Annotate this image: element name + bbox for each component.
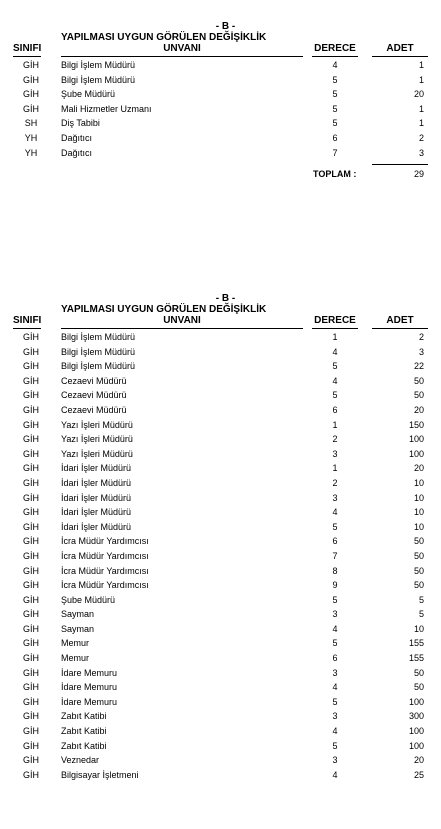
- table-row: [0, 87, 441, 102]
- column-header-adet: ADET: [372, 315, 428, 329]
- column-header-derece: DERECE: [312, 315, 358, 329]
- cell-unvani: Yazı İşleri Müdürü: [61, 434, 133, 445]
- section-marker: - B -: [215, 293, 236, 304]
- table-body-1: [0, 58, 441, 160]
- cell-unvani: Zabıt Katibi: [61, 740, 107, 751]
- table-row: [0, 636, 441, 651]
- table-row: [0, 418, 441, 433]
- cell-derece: 3: [332, 755, 338, 766]
- cell-unvani: Sayman: [61, 609, 95, 620]
- table-row: [0, 131, 441, 146]
- cell-adet: 2: [418, 332, 424, 342]
- cell-adet: 10: [413, 507, 424, 518]
- cell-sinifi: GİH: [22, 419, 39, 430]
- cell-adet: 1: [418, 74, 424, 85]
- cell-derece: 3: [332, 667, 338, 678]
- cell-sinifi: GİH: [22, 60, 39, 70]
- table-row: [0, 534, 441, 549]
- cell-derece: 3: [332, 609, 338, 620]
- cell-sinifi: GİH: [22, 507, 39, 518]
- cell-unvani: İdare Memuru: [61, 696, 118, 707]
- cell-sinifi: GİH: [22, 682, 39, 693]
- cell-derece: 6: [332, 404, 338, 415]
- table-row: [0, 345, 441, 360]
- table-row: [0, 476, 441, 491]
- total-divider: [372, 164, 428, 165]
- table-row: [0, 724, 441, 739]
- cell-adet: 1: [418, 118, 424, 129]
- cell-derece: 6: [332, 132, 338, 143]
- table-row: [0, 578, 441, 593]
- cell-adet: 1: [418, 60, 424, 70]
- column-header-row: [0, 43, 441, 58]
- cell-unvani: Bilgi İşlem Müdürü: [61, 60, 136, 70]
- section-heading: YAPILMASI UYGUN GÖRÜLEN DEĞİŞİKLİK: [61, 304, 267, 315]
- cell-derece: 5: [332, 740, 338, 751]
- cell-sinifi: GİH: [22, 550, 39, 561]
- cell-sinifi: GİH: [22, 696, 39, 707]
- table-row: [0, 593, 441, 608]
- table-row: [0, 695, 441, 710]
- cell-derece: 9: [332, 580, 338, 591]
- cell-adet: 50: [413, 580, 424, 591]
- cell-unvani: Cezaevi Müdürü: [61, 390, 127, 401]
- cell-sinifi: GİH: [22, 638, 39, 649]
- cell-sinifi: GİH: [22, 492, 39, 503]
- cell-adet: 5: [418, 594, 424, 605]
- table-row: [0, 739, 441, 754]
- total-row: [0, 164, 441, 184]
- cell-adet: 50: [413, 565, 424, 576]
- table-row: [0, 432, 441, 447]
- column-header-derece: DERECE: [312, 43, 358, 57]
- cell-unvani: Yazı İşleri Müdürü: [61, 448, 133, 459]
- cell-sinifi: GİH: [22, 521, 39, 532]
- cell-derece: 5: [332, 390, 338, 401]
- cell-sinifi: SH: [24, 118, 38, 129]
- cell-derece: 7: [332, 550, 338, 561]
- cell-adet: 50: [413, 550, 424, 561]
- cell-sinifi: GİH: [22, 769, 39, 780]
- table-row: [0, 651, 441, 666]
- cell-adet: 10: [413, 477, 424, 488]
- table-body-2: [0, 330, 441, 782]
- cell-derece: 2: [332, 434, 338, 445]
- table-row: [0, 73, 441, 88]
- cell-derece: 1: [332, 463, 338, 474]
- cell-derece: 3: [332, 711, 338, 722]
- cell-derece: 4: [332, 623, 338, 634]
- cell-sinifi: GİH: [22, 74, 39, 85]
- table-row: [0, 58, 441, 73]
- cell-derece: 6: [332, 536, 338, 547]
- table-row: [0, 753, 441, 768]
- cell-derece: 5: [332, 74, 338, 85]
- cell-derece: 5: [332, 696, 338, 707]
- table-row: [0, 564, 441, 579]
- cell-derece: 4: [332, 507, 338, 518]
- cell-sinifi: GİH: [22, 477, 39, 488]
- cell-adet: 10: [413, 492, 424, 503]
- cell-sinifi: GİH: [22, 726, 39, 737]
- cell-unvani: Bilgi İşlem Müdürü: [61, 346, 136, 357]
- cell-derece: 5: [332, 103, 338, 114]
- column-header-sinifi: SINIFI: [13, 315, 41, 329]
- cell-unvani: Zabıt Katibi: [61, 726, 107, 737]
- cell-unvani: Bilgi İşlem Müdürü: [61, 361, 136, 372]
- cell-adet: 300: [408, 711, 424, 722]
- cell-unvani: İcra Müdür Yardımcısı: [61, 580, 149, 591]
- table-row: [0, 491, 441, 506]
- cell-derece: 4: [332, 375, 338, 386]
- cell-sinifi: GİH: [22, 89, 39, 100]
- column-header-row: [0, 315, 441, 330]
- table-row: [0, 768, 441, 783]
- cell-unvani: İdari İşler Müdürü: [61, 492, 132, 503]
- cell-sinifi: GİH: [22, 448, 39, 459]
- cell-adet: 20: [413, 755, 424, 766]
- cell-derece: 5: [332, 118, 338, 129]
- cell-derece: 7: [332, 147, 338, 158]
- cell-derece: 5: [332, 521, 338, 532]
- cell-unvani: Cezaevi Müdürü: [61, 375, 127, 386]
- cell-unvani: İcra Müdür Yardımcısı: [61, 565, 149, 576]
- cell-sinifi: GİH: [22, 404, 39, 415]
- cell-sinifi: GİH: [22, 653, 39, 664]
- cell-unvani: İdari İşler Müdürü: [61, 521, 132, 532]
- cell-sinifi: GİH: [22, 623, 39, 634]
- cell-unvani: Memur: [61, 653, 90, 664]
- cell-adet: 10: [413, 521, 424, 532]
- total-label: TOPLAM :: [313, 169, 357, 180]
- table-row: [0, 622, 441, 637]
- cell-unvani: Mali Hizmetler Uzmanı: [61, 103, 152, 114]
- cell-unvani: İcra Müdür Yardımcısı: [61, 550, 149, 561]
- cell-adet: 22: [413, 361, 424, 372]
- cell-derece: 8: [332, 565, 338, 576]
- table-row: [0, 330, 441, 345]
- cell-derece: 4: [332, 726, 338, 737]
- table-row: [0, 388, 441, 403]
- cell-adet: 155: [408, 638, 424, 649]
- table-row: [0, 403, 441, 418]
- cell-adet: 50: [413, 682, 424, 693]
- table-row: [0, 461, 441, 476]
- cell-adet: 20: [413, 463, 424, 474]
- cell-derece: 1: [332, 332, 338, 342]
- cell-derece: 3: [332, 492, 338, 503]
- cell-adet: 100: [408, 740, 424, 751]
- cell-unvani: Diş Tabibi: [61, 118, 100, 129]
- cell-sinifi: GİH: [22, 375, 39, 386]
- cell-derece: 5: [332, 638, 338, 649]
- table-row: [0, 666, 441, 681]
- cell-sinifi: GİH: [22, 594, 39, 605]
- cell-unvani: Dağıtıcı: [61, 147, 93, 158]
- cell-unvani: Yazı İşleri Müdürü: [61, 419, 133, 430]
- cell-adet: 20: [413, 404, 424, 415]
- cell-adet: 50: [413, 667, 424, 678]
- cell-adet: 1: [418, 103, 424, 114]
- cell-unvani: Bilgi İşlem Müdürü: [61, 332, 136, 342]
- cell-sinifi: GİH: [22, 580, 39, 591]
- cell-adet: 150: [408, 419, 424, 430]
- cell-unvani: Cezaevi Müdürü: [61, 404, 127, 415]
- cell-unvani: Veznedar: [61, 755, 100, 766]
- cell-derece: 5: [332, 361, 338, 372]
- cell-derece: 5: [332, 89, 338, 100]
- cell-unvani: Bilgisayar İşletmeni: [61, 769, 139, 780]
- cell-unvani: İdare Memuru: [61, 682, 118, 693]
- cell-unvani: İdari İşler Müdürü: [61, 507, 132, 518]
- column-header-sinifi: SINIFI: [13, 43, 41, 57]
- cell-adet: 100: [408, 696, 424, 707]
- cell-unvani: Şube Müdürü: [61, 594, 116, 605]
- table-row: [0, 709, 441, 724]
- cell-adet: 50: [413, 390, 424, 401]
- table-row: [0, 359, 441, 374]
- cell-sinifi: GİH: [22, 463, 39, 474]
- cell-unvani: Dağıtıcı: [61, 132, 93, 143]
- cell-adet: 5: [418, 609, 424, 620]
- table-row: [0, 549, 441, 564]
- cell-adet: 2: [418, 132, 424, 143]
- column-header-adet: ADET: [372, 43, 428, 57]
- cell-adet: 100: [408, 726, 424, 737]
- cell-unvani: İdari İşler Müdürü: [61, 477, 132, 488]
- table-row: [0, 374, 441, 389]
- cell-adet: 100: [408, 434, 424, 445]
- table-row: [0, 116, 441, 131]
- cell-sinifi: GİH: [22, 434, 39, 445]
- cell-sinifi: YH: [24, 132, 38, 143]
- cell-sinifi: GİH: [22, 565, 39, 576]
- cell-adet: 100: [408, 448, 424, 459]
- table-section-1: [0, 22, 441, 184]
- table-row: [0, 447, 441, 462]
- cell-adet: 50: [413, 375, 424, 386]
- cell-adet: 155: [408, 653, 424, 664]
- cell-adet: 20: [413, 89, 424, 100]
- table-row: [0, 102, 441, 117]
- cell-sinifi: GİH: [22, 667, 39, 678]
- column-header-unvani: UNVANI: [61, 315, 303, 329]
- column-header-unvani: UNVANI: [61, 43, 303, 57]
- cell-derece: 4: [332, 769, 338, 780]
- section-marker: - B -: [215, 21, 236, 32]
- cell-adet: 50: [413, 536, 424, 547]
- table-row: [0, 680, 441, 695]
- cell-unvani: İdare Memuru: [61, 667, 118, 678]
- cell-unvani: Zabıt Katibi: [61, 711, 107, 722]
- cell-adet: 3: [418, 346, 424, 357]
- cell-derece: 2: [332, 477, 338, 488]
- cell-sinifi: GİH: [22, 103, 39, 114]
- table-row: [0, 520, 441, 535]
- cell-sinifi: GİH: [22, 740, 39, 751]
- cell-adet: 25: [413, 769, 424, 780]
- cell-derece: 4: [332, 60, 338, 70]
- table-row: [0, 607, 441, 622]
- cell-sinifi: GİH: [22, 346, 39, 357]
- cell-sinifi: GİH: [22, 711, 39, 722]
- cell-sinifi: GİH: [22, 609, 39, 620]
- cell-sinifi: GİH: [22, 536, 39, 547]
- cell-unvani: Bilgi İşlem Müdürü: [61, 74, 136, 85]
- cell-unvani: Memur: [61, 638, 90, 649]
- table-section-2: [0, 294, 441, 782]
- cell-derece: 4: [332, 346, 338, 357]
- cell-unvani: Şube Müdürü: [61, 89, 116, 100]
- cell-derece: 6: [332, 653, 338, 664]
- cell-derece: 4: [332, 682, 338, 693]
- cell-adet: 3: [418, 147, 424, 158]
- total-value: 29: [413, 169, 424, 180]
- section-heading: YAPILMASI UYGUN GÖRÜLEN DEĞİŞİKLİK: [61, 32, 267, 43]
- cell-derece: 1: [332, 419, 338, 430]
- cell-sinifi: GİH: [22, 390, 39, 401]
- cell-derece: 5: [332, 594, 338, 605]
- cell-derece: 3: [332, 448, 338, 459]
- table-row: [0, 146, 441, 161]
- cell-adet: 10: [413, 623, 424, 634]
- cell-unvani: İcra Müdür Yardımcısı: [61, 536, 149, 547]
- cell-sinifi: GİH: [22, 332, 39, 342]
- table-row: [0, 505, 441, 520]
- cell-sinifi: GİH: [22, 361, 39, 372]
- cell-unvani: İdari İşler Müdürü: [61, 463, 132, 474]
- cell-sinifi: GİH: [22, 755, 39, 766]
- cell-unvani: Sayman: [61, 623, 95, 634]
- cell-sinifi: YH: [24, 147, 38, 158]
